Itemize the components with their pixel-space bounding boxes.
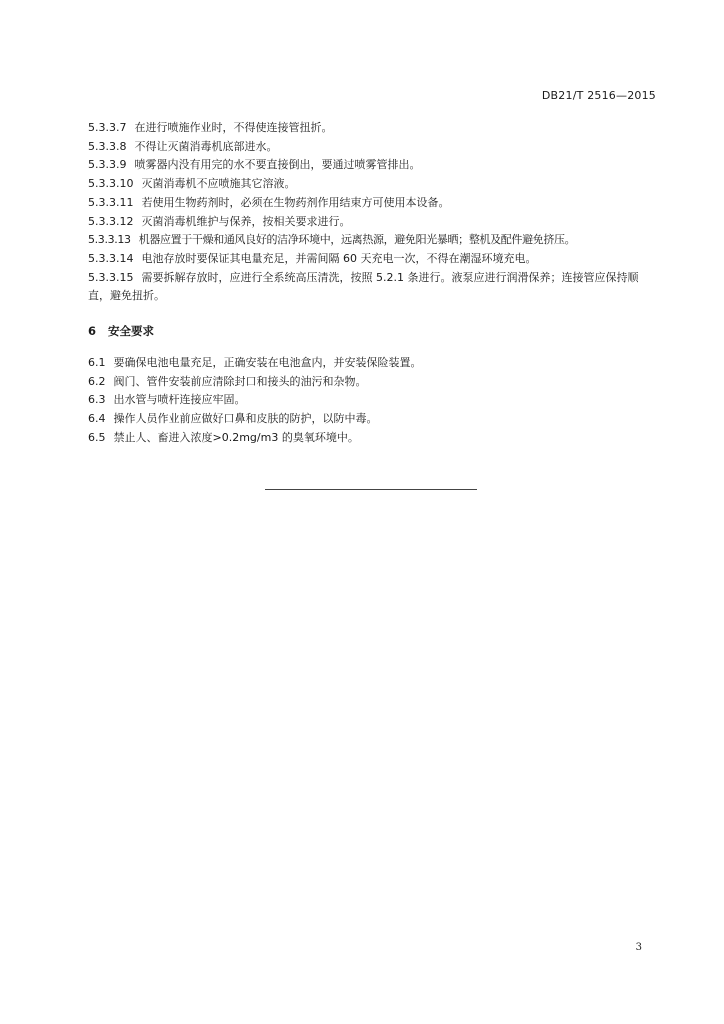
clause-5-3-3-12 xyxy=(88,213,658,232)
clause-5-3-3-13 xyxy=(88,231,658,250)
clause-number: 5.3.3.11 xyxy=(88,195,134,209)
clause-text: 在进行喷施作业时，不得使连接管扭折。 xyxy=(134,121,333,134)
clause-text: 操作人员作业前应做好口鼻和皮肤的防护，以防中毒。 xyxy=(113,412,378,426)
clause-text: 电池存放时要保证其电量充足，并需间隔 60 天充电一次，不得在潮湿环境充电。 xyxy=(141,251,537,265)
document-body xyxy=(88,119,658,448)
clause-number: 5.3.3.9 xyxy=(88,158,127,172)
clause-number: 5.3.3.8 xyxy=(88,139,127,153)
clause-6-4 xyxy=(88,410,658,429)
clause-text: 不得让灭菌消毒机底部进水。 xyxy=(134,139,278,153)
clause-5-3-3-10 xyxy=(88,175,658,194)
page-number: 3 xyxy=(635,942,642,953)
clause-text: 阀门、管件安装前应清除封口和接头的油污和杂物。 xyxy=(113,374,367,388)
clause-text: 要确保电池电量充足，正确安装在电池盒内，并安装保险装置。 xyxy=(113,356,422,370)
clause-5-3-3-15 xyxy=(88,269,658,306)
clause-text: 禁止人、畜进入浓度>0.2mg/m3 的臭氧环境中。 xyxy=(113,430,359,444)
clause-5-3-3-9 xyxy=(88,156,658,175)
section-6-heading xyxy=(88,322,658,340)
clause-6-5 xyxy=(88,429,658,448)
end-of-standard-rule xyxy=(265,489,477,490)
clause-5-3-3-8 xyxy=(88,138,658,157)
clause-number: 5.3.3.15 xyxy=(88,270,134,284)
clause-number: 6.5 xyxy=(88,430,106,444)
clause-number: 6.1 xyxy=(88,356,106,370)
clause-6-3 xyxy=(88,391,658,410)
clause-text: 若使用生物药剂时，必须在生物药剂作用结束方可使用本设备。 xyxy=(141,195,450,209)
clause-5-3-3-11 xyxy=(88,194,658,213)
clause-text: 灭菌消毒机维护与保养，按相关要求进行。 xyxy=(141,214,351,228)
clause-5-3-3-14 xyxy=(88,250,658,269)
clause-number: 5.3.3.12 xyxy=(88,214,134,228)
clause-number: 5.3.3.13 xyxy=(88,233,131,247)
clause-number: 6.2 xyxy=(88,374,106,388)
clause-number: 5.3.3.10 xyxy=(88,177,134,191)
standard-code-header: DB21/T 2516—2015 xyxy=(541,89,656,102)
clause-6-2 xyxy=(88,373,658,392)
clause-number: 6.3 xyxy=(88,393,106,407)
clause-5-3-3-7 xyxy=(88,119,658,138)
clause-text: 喷雾器内没有用完的水不要直接倒出，要通过喷雾管排出。 xyxy=(134,158,421,172)
section-title: 安全要求 xyxy=(108,324,155,339)
clause-text: 机器应置于干燥和通风良好的洁净环境中，远离热源，避免阳光暴晒；整机及配件避免挤压。 xyxy=(138,233,576,247)
clause-text: 灭菌消毒机不应喷施其它溶液。 xyxy=(141,177,296,191)
section-number: 6 xyxy=(88,324,97,339)
clause-number: 5.3.3.14 xyxy=(88,251,134,265)
clause-number: 6.4 xyxy=(88,412,106,426)
clause-text: 出水管与喷杆连接应牢固。 xyxy=(113,393,246,407)
clause-6-1 xyxy=(88,354,658,373)
clause-text: 需要拆解存放时，应进行全系统高压清洗，按照 5.2.1 条进行。液泵应进行润滑保养；连接管应保持顺直，避免扭折。 xyxy=(88,270,639,303)
clause-number: 5.3.3.7 xyxy=(88,121,127,134)
